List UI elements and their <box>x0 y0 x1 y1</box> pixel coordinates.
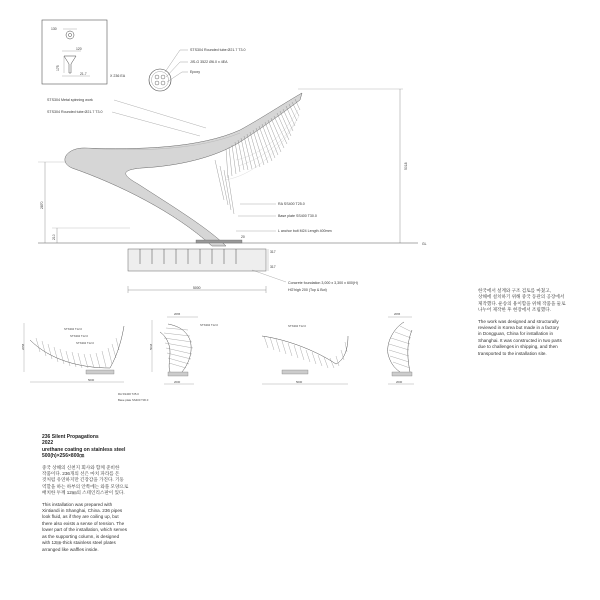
v4-dim-top: 2065 <box>394 312 401 316</box>
right-description <box>478 288 588 362</box>
view-4 <box>388 312 414 384</box>
english-right-paragraph <box>478 319 588 357</box>
korean-right-paragraph <box>478 288 588 314</box>
view-2 <box>149 312 218 384</box>
work-year: 2022 <box>42 440 54 447</box>
v1-dim-h: 2658 <box>21 343 25 350</box>
v3-label-1: STS304 T12.0 <box>288 324 306 328</box>
korean-right-line: 한국에서 설계와 구조 검토를 마쳤고, <box>478 288 551 293</box>
dim-gap: 20 <box>241 235 245 239</box>
pipe-fringe <box>215 99 300 214</box>
korean-right-line: 제작했다. 운송의 용이함을 위해 작품을 둘로 <box>478 300 566 306</box>
english-right-line: due to challenges in shipping, and then <box>478 344 558 350</box>
main-elevation <box>38 89 427 293</box>
concrete-foundation <box>128 249 266 271</box>
korean-bottom-line: 배치한 두께 12㎜의 스테인리스판이 있다. <box>42 490 125 496</box>
sculpture-band <box>65 93 302 246</box>
english-bottom-paragraph <box>42 502 162 553</box>
pipe-profile <box>64 56 76 73</box>
dim-step-b: 317 <box>270 265 276 269</box>
english-bottom-line: arranged like waffles inside. <box>42 546 99 552</box>
work-caption <box>42 434 162 558</box>
dim-left-height: 2870 <box>40 201 44 209</box>
v2-label-1: STS304 T12.0 <box>200 323 218 327</box>
korean-bottom-line: 역할을 하는 하부의 안쪽에는 와플 모양으로 <box>42 483 129 489</box>
detail-count: X 236 EA <box>110 74 126 78</box>
english-right-line: transported to the installation site. <box>478 350 547 356</box>
callout-ra: RA SS400 T25.0 <box>278 202 305 206</box>
english-bottom-line: as the supporting column, is designed <box>42 533 120 539</box>
v1-note-2: Base plate SS400 T30.0 <box>118 398 149 402</box>
dim-step-a: 317 <box>270 250 276 254</box>
english-bottom-line: with 12㎜-thick stainless steel plates <box>42 540 116 546</box>
korean-right-line: 상해에 설치하기 위해 중국 동관의 공장에서 <box>478 294 565 300</box>
detail-dim-top: 130 <box>51 27 57 31</box>
english-bottom-line: This installation was prepared with <box>42 501 113 507</box>
korean-right-line: 나누어 제작한 후 현장에서 조립했다. <box>478 307 551 313</box>
korean-bottom-paragraph <box>42 465 162 497</box>
work-title-block <box>42 434 162 460</box>
view-1 <box>21 323 149 402</box>
english-bottom-line: lower part of the installation, which serves <box>42 527 128 533</box>
english-bottom-line: look fluid, as if they are coiling up, but <box>42 514 119 520</box>
english-right-line: reviewed in Korea but made in a factory <box>478 325 559 331</box>
work-size: 500(h)×256×800㎝ <box>42 453 85 460</box>
detail-dim-base: 21.7 <box>80 72 87 76</box>
english-right-line: Shanghai. It was constructed in two parts <box>478 337 562 343</box>
v3-dim-w: 5000 <box>296 380 303 384</box>
detail-dim-mid: 120 <box>76 47 82 51</box>
callout-base-plate: Base plate SS400 T30.0 <box>278 214 317 218</box>
v2-dim-w: 2000 <box>174 380 181 384</box>
dim-low: 210 <box>52 234 56 240</box>
pipe-section <box>149 48 245 91</box>
view-3 <box>262 324 348 384</box>
dim-width: 5000 <box>193 286 201 290</box>
callout-anchor-bolt: L anchor bolt M24 Length 400mm <box>278 229 332 233</box>
work-title: 236 Silent Propagations <box>42 434 99 440</box>
v1-note-1: RA SS400 T25.0 <box>118 392 139 396</box>
dim-height: 5018 <box>404 162 408 170</box>
foundation-label-1: Concrete foundation 3,000 x 3,300 x 600(H) <box>288 281 358 285</box>
v2-dim-top: 2065 <box>174 312 181 316</box>
pipe-top-view <box>66 31 74 39</box>
korean-bottom-line: 것처럼 유연하지만 긴장감을 가진다. 기둥 <box>42 477 124 483</box>
korean-bottom-line: 작품이다. 236개의 선은 마치 파라를 돈 <box>42 471 120 477</box>
v1-label-1: STS304 T12.0 <box>64 327 82 331</box>
english-right-line: The work was designed and structurally <box>478 318 559 324</box>
korean-bottom-line: 중국 상해의 신천지 회사와 함께 준비한 <box>42 464 120 470</box>
section-callout-3: Epoxy <box>190 70 200 74</box>
v1-dim-w: 5000 <box>88 378 95 382</box>
pipe-detail <box>42 20 126 84</box>
section-callout-1: STS304 Rounded tube Ø21.7 T3.0 <box>190 48 246 52</box>
ground-label: GL <box>422 242 427 246</box>
v4-dim-w: 2000 <box>396 380 403 384</box>
english-bottom-line: Xintiandi in Shanghai, China. 236 pipes <box>42 508 123 514</box>
v1-label-2: STS304 T12.0 <box>70 334 88 338</box>
foundation-label-2: HG'high 200 (Top & Bot) <box>288 288 327 292</box>
callout-rounded-tube: STS304 Rounded tube Ø21.7 T3.0 <box>47 110 103 114</box>
v1-label-3: STS304 T12.0 <box>76 341 94 345</box>
section-callout-2: JIS-G 3522 Ø6.0 x 4EA <box>190 60 228 64</box>
base-plate <box>196 240 242 243</box>
english-bottom-line: there also exists a sense of tension. The <box>42 520 125 526</box>
v2-dim-h: 5018 <box>149 343 153 350</box>
work-material: urethane coating on stainless steel <box>42 446 126 453</box>
english-right-line: in Dongguan, China for installation in <box>478 331 554 337</box>
callout-metal-spinning: STS304 Metal spinning work <box>47 98 93 102</box>
detail-dim-side: 175 <box>56 65 60 71</box>
